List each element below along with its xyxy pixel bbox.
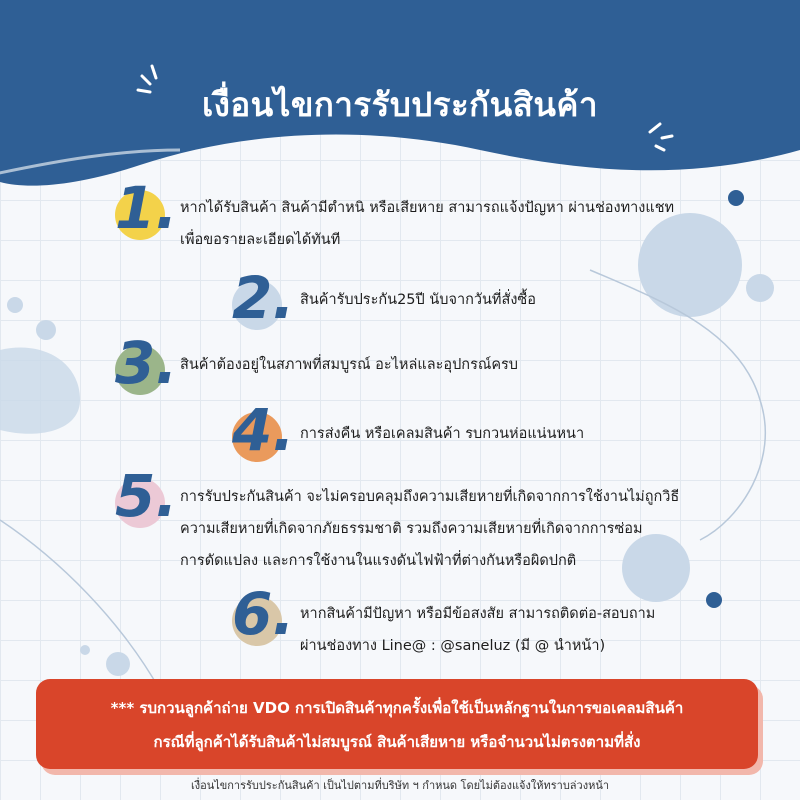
- item-5-line-2: ความเสียหายที่เกิดจากภัยธรรมชาติ รวมถึงความเสียหายที่เกิดจากการซ่อม: [180, 521, 643, 537]
- item-1-line-2: เพื่อขอรายละเอียดได้ทันที: [180, 232, 341, 248]
- item-5-text: [180, 481, 679, 577]
- notice-banner: [36, 679, 758, 769]
- item-6-line-1: หากสินค้ามีปัญหา หรือมีข้อสงสัย สามารถติดต่อ-สอบถาม: [300, 606, 656, 622]
- item-number-1: [105, 174, 185, 248]
- item-number-label: 3.: [115, 329, 178, 397]
- item-number-5: [105, 462, 185, 536]
- item-number-label: 4.: [232, 396, 295, 464]
- item-number-label: 6.: [232, 580, 295, 648]
- item-number-6: [222, 580, 302, 654]
- item-4-line-1: การส่งคืน หรือเคลมสินค้า รบกวนห่อแน่นหนา: [300, 426, 585, 442]
- item-1-text: [180, 192, 674, 256]
- item-1-line-1: หากได้รับสินค้า สินค้ามีตำหนิ หรือเสียหาย สามารถแจ้งปัญหา ผ่านช่องทางแชท: [180, 200, 675, 216]
- item-number-label: 2.: [232, 264, 295, 332]
- item-2-text: [300, 284, 536, 316]
- item-5-line-3: การดัดแปลง และการใช้งานในแรงดันไฟฟ้าที่ต่างกันหรือผิดปกติ: [180, 553, 577, 569]
- item-number-4: [222, 396, 302, 470]
- item-number-label: 1.: [115, 174, 178, 242]
- item-number-3: [105, 329, 185, 403]
- page-title: เงื่อนไขการรับประกันสินค้า: [201, 85, 599, 124]
- item-6-line-2: ผ่านช่องทาง Line@ : @saneluz (มี @ นำหน้า): [300, 638, 606, 654]
- footer-note: เงื่อนไขการรับประกันสินค้า เป็นไปตามที่บริษัท ฯ กำหนด โดยไม่ต้องแจ้งให้ทราบล่วงหน้า: [190, 779, 610, 792]
- item-number-2: [222, 264, 302, 338]
- item-2-line-1: สินค้ารับประกัน25ปี นับจากวันที่สั่งซื้อ: [300, 292, 536, 308]
- banner-line-2: กรณีที่ลูกค้าได้รับสินค้าไม่สมบูรณ์ สินค้าเสียหาย หรือจำนวนไม่ตรงตามที่สั่ง: [153, 733, 641, 751]
- item-5-line-1: การรับประกันสินค้า จะไม่ครอบคลุมถึงความเสียหายที่เกิดจากการใช้งานไม่ถูกวิธี: [180, 489, 680, 505]
- item-3-line-1: สินค้าต้องอยู่ในสภาพที่สมบูรณ์ อะไหล่และอุปกรณ์ครบ: [180, 357, 519, 373]
- item-4-text: [300, 418, 584, 450]
- item-3-text: [180, 349, 518, 381]
- item-number-label: 5.: [115, 462, 178, 530]
- banner-line-1: *** รบกวนลูกค้าถ่าย VDO การเปิดสินค้าทุกครั้งเพื่อใช้เป็นหลักฐานในการขอเคลมสินค้า: [110, 699, 684, 717]
- item-6-text: [300, 598, 655, 662]
